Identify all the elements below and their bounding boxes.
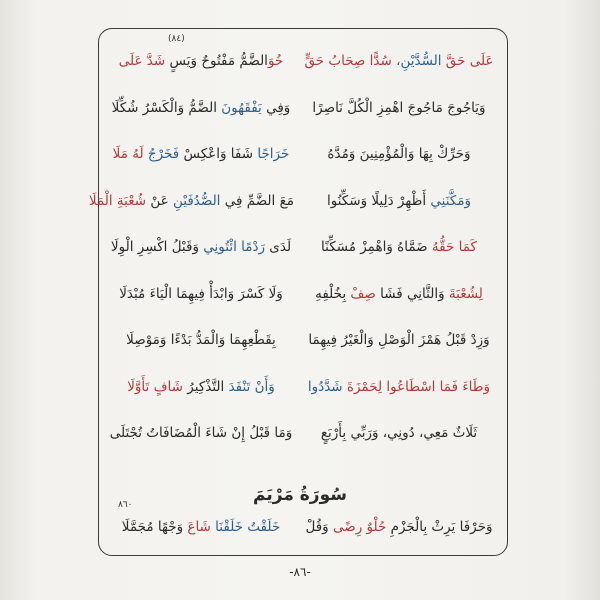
verse-segment: مَعَ الضَّمِّ فِي	[220, 193, 294, 209]
verse-segment: وَالثَّانِي فَشَا	[375, 286, 449, 302]
verse-right-1	[300, 42, 498, 80]
verse-segment: شَاعَ	[187, 519, 216, 535]
verse-left-3	[108, 135, 294, 173]
verse-segment: وَمَكَّنَنِي	[430, 193, 471, 209]
verse-segment: ، سُدًّا صِحَابُ حَقٍّ	[304, 53, 401, 69]
verse-segment: لَدَى	[265, 239, 292, 255]
verse-right-7	[300, 321, 498, 359]
verse-right-8	[300, 368, 498, 406]
verse-segment: حَقُّهُ	[431, 239, 455, 255]
page-number: -٨٦-	[289, 565, 311, 579]
verse-segment: وَطَاءَ فَمَا اسْطَاعُوا لِحَمْزَةَ	[346, 379, 491, 395]
verse-segment: خُوَ	[267, 53, 284, 69]
verse-left-2	[108, 89, 294, 127]
verse-segment: بِقَطْعِهِمَا وَالْمَدُّ بَدْءًا وَمَوْصِلَا	[126, 332, 276, 348]
verse-segment: وَحَرْفَا يَرِثْ بِالْجَزْمِ	[386, 519, 493, 535]
verse-segment: الضَّمُّ وَالْكَسْرُ شُكِّلَا	[111, 100, 222, 116]
verse-segment: خَلَقْتُ خَلَقْنَا	[215, 519, 281, 535]
verse-right-2	[300, 89, 498, 127]
verse-segment: لَهُ مَلَا	[112, 146, 148, 162]
verse-segment: فَخَرْجُ	[147, 146, 180, 162]
verse-segment: وَزِدْ قَبْلُ هَمْزَ الْوَصْلِ وَالْغَيْرُ فِيهِمَا	[308, 332, 490, 348]
verse-segment: وَيَاجُوجَ مَاجُوجَ اهْمِزِ الْكُلَّ نَاصِرًا	[312, 100, 486, 116]
verse-left-5	[108, 228, 294, 266]
verse-left-10	[108, 508, 294, 546]
verse-segment: السُّدَّيْنِ	[400, 53, 442, 69]
verse-segment: لِشُعْبَةَ	[448, 286, 483, 302]
verse-left-4	[88, 182, 294, 220]
verse-segment: شُعْبَةِ الْمَلَا	[88, 193, 147, 209]
verse-number-top: (٨٤)	[168, 34, 185, 44]
verse-left-7	[108, 321, 294, 359]
verse-segment: عَلَى حَقَّ	[441, 53, 494, 69]
verse-right-10	[300, 508, 498, 546]
verse-segment: ثَلَاثٌ مَعِي، دُونِي، وَرَبِّي بِأَرْبَعٍ	[320, 425, 478, 441]
verse-right-6	[300, 275, 498, 313]
surah-heading: سُورَةُ مَرْيَمَ	[253, 485, 347, 505]
verse-right-5	[300, 228, 498, 266]
verse-segment: وَفِي	[261, 100, 291, 116]
verse-segment: حُلْوٌ رِضًى	[332, 519, 387, 535]
verse-left-8	[108, 368, 294, 406]
verse-segment: كَمَا	[454, 239, 477, 255]
verse-left-1	[108, 42, 294, 80]
verse-segment: خَرَاجًا	[257, 146, 290, 162]
verse-segment: شَدَّدُوا	[307, 379, 347, 395]
verse-number-bottom: ٨٦٠	[118, 500, 133, 510]
verse-segment: أَظْهِرْ دَلِيلًا وَسَكِّنُوا	[327, 193, 431, 209]
verse-segment: وَأَنْ تَنْفَدَ	[228, 379, 275, 395]
verse-right-3	[300, 135, 498, 173]
verse-segment: التَّذْكِيرُ	[183, 379, 229, 395]
verse-segment: شَدَّ عَلَى	[118, 53, 166, 69]
verse-segment: الصُّدُفَيْنِ	[172, 193, 221, 209]
verse-segment: الضَّمُّ مَفْتُوحٌ وَيَسٍ	[165, 53, 268, 69]
verse-segment: ضَمَّاهُ وَاهْمِزْ مُسَكِّنًا	[321, 239, 432, 255]
verse-segment: يَفْقَهُونَ	[221, 100, 262, 116]
verse-segment: وَمَا قَبْلُ إِنْ شَاءَ الْمُضَافَاتُ تُجْتَلَى	[109, 425, 293, 441]
verse-segment: وَقَبْلُ اكْسِرِ الْوِلَا	[110, 239, 204, 255]
verse-segment: رَدْمًا ائْتُونِي	[203, 239, 266, 255]
verse-segment: شَفَا وَاعْكِسْ	[179, 146, 258, 162]
verse-segment: عَنْ	[146, 193, 173, 209]
verse-left-9	[108, 414, 294, 452]
verse-segment: وَحَرِّكْ بِهَا وَالْمُؤْمِنِينَ وَمُدَّهُ	[327, 146, 471, 162]
verse-segment: وَقُلْ	[305, 519, 333, 535]
verse-segment: شَافٍ تَأَوَّلَا	[127, 379, 183, 395]
verse-segment: وَلَا كَسْرَ وَابْدَأْ فِيهِمَا الْيَاءَ مُبْدَلَا	[119, 286, 283, 302]
verse-segment: وَجْهًا مُجَمَّلَا	[121, 519, 188, 535]
verse-right-9	[300, 414, 498, 452]
verse-segment: صِفْ	[350, 286, 376, 302]
verse-left-6	[108, 275, 294, 313]
verse-segment: بِخُلْفِهِ	[315, 286, 351, 302]
verse-right-4	[300, 182, 498, 220]
